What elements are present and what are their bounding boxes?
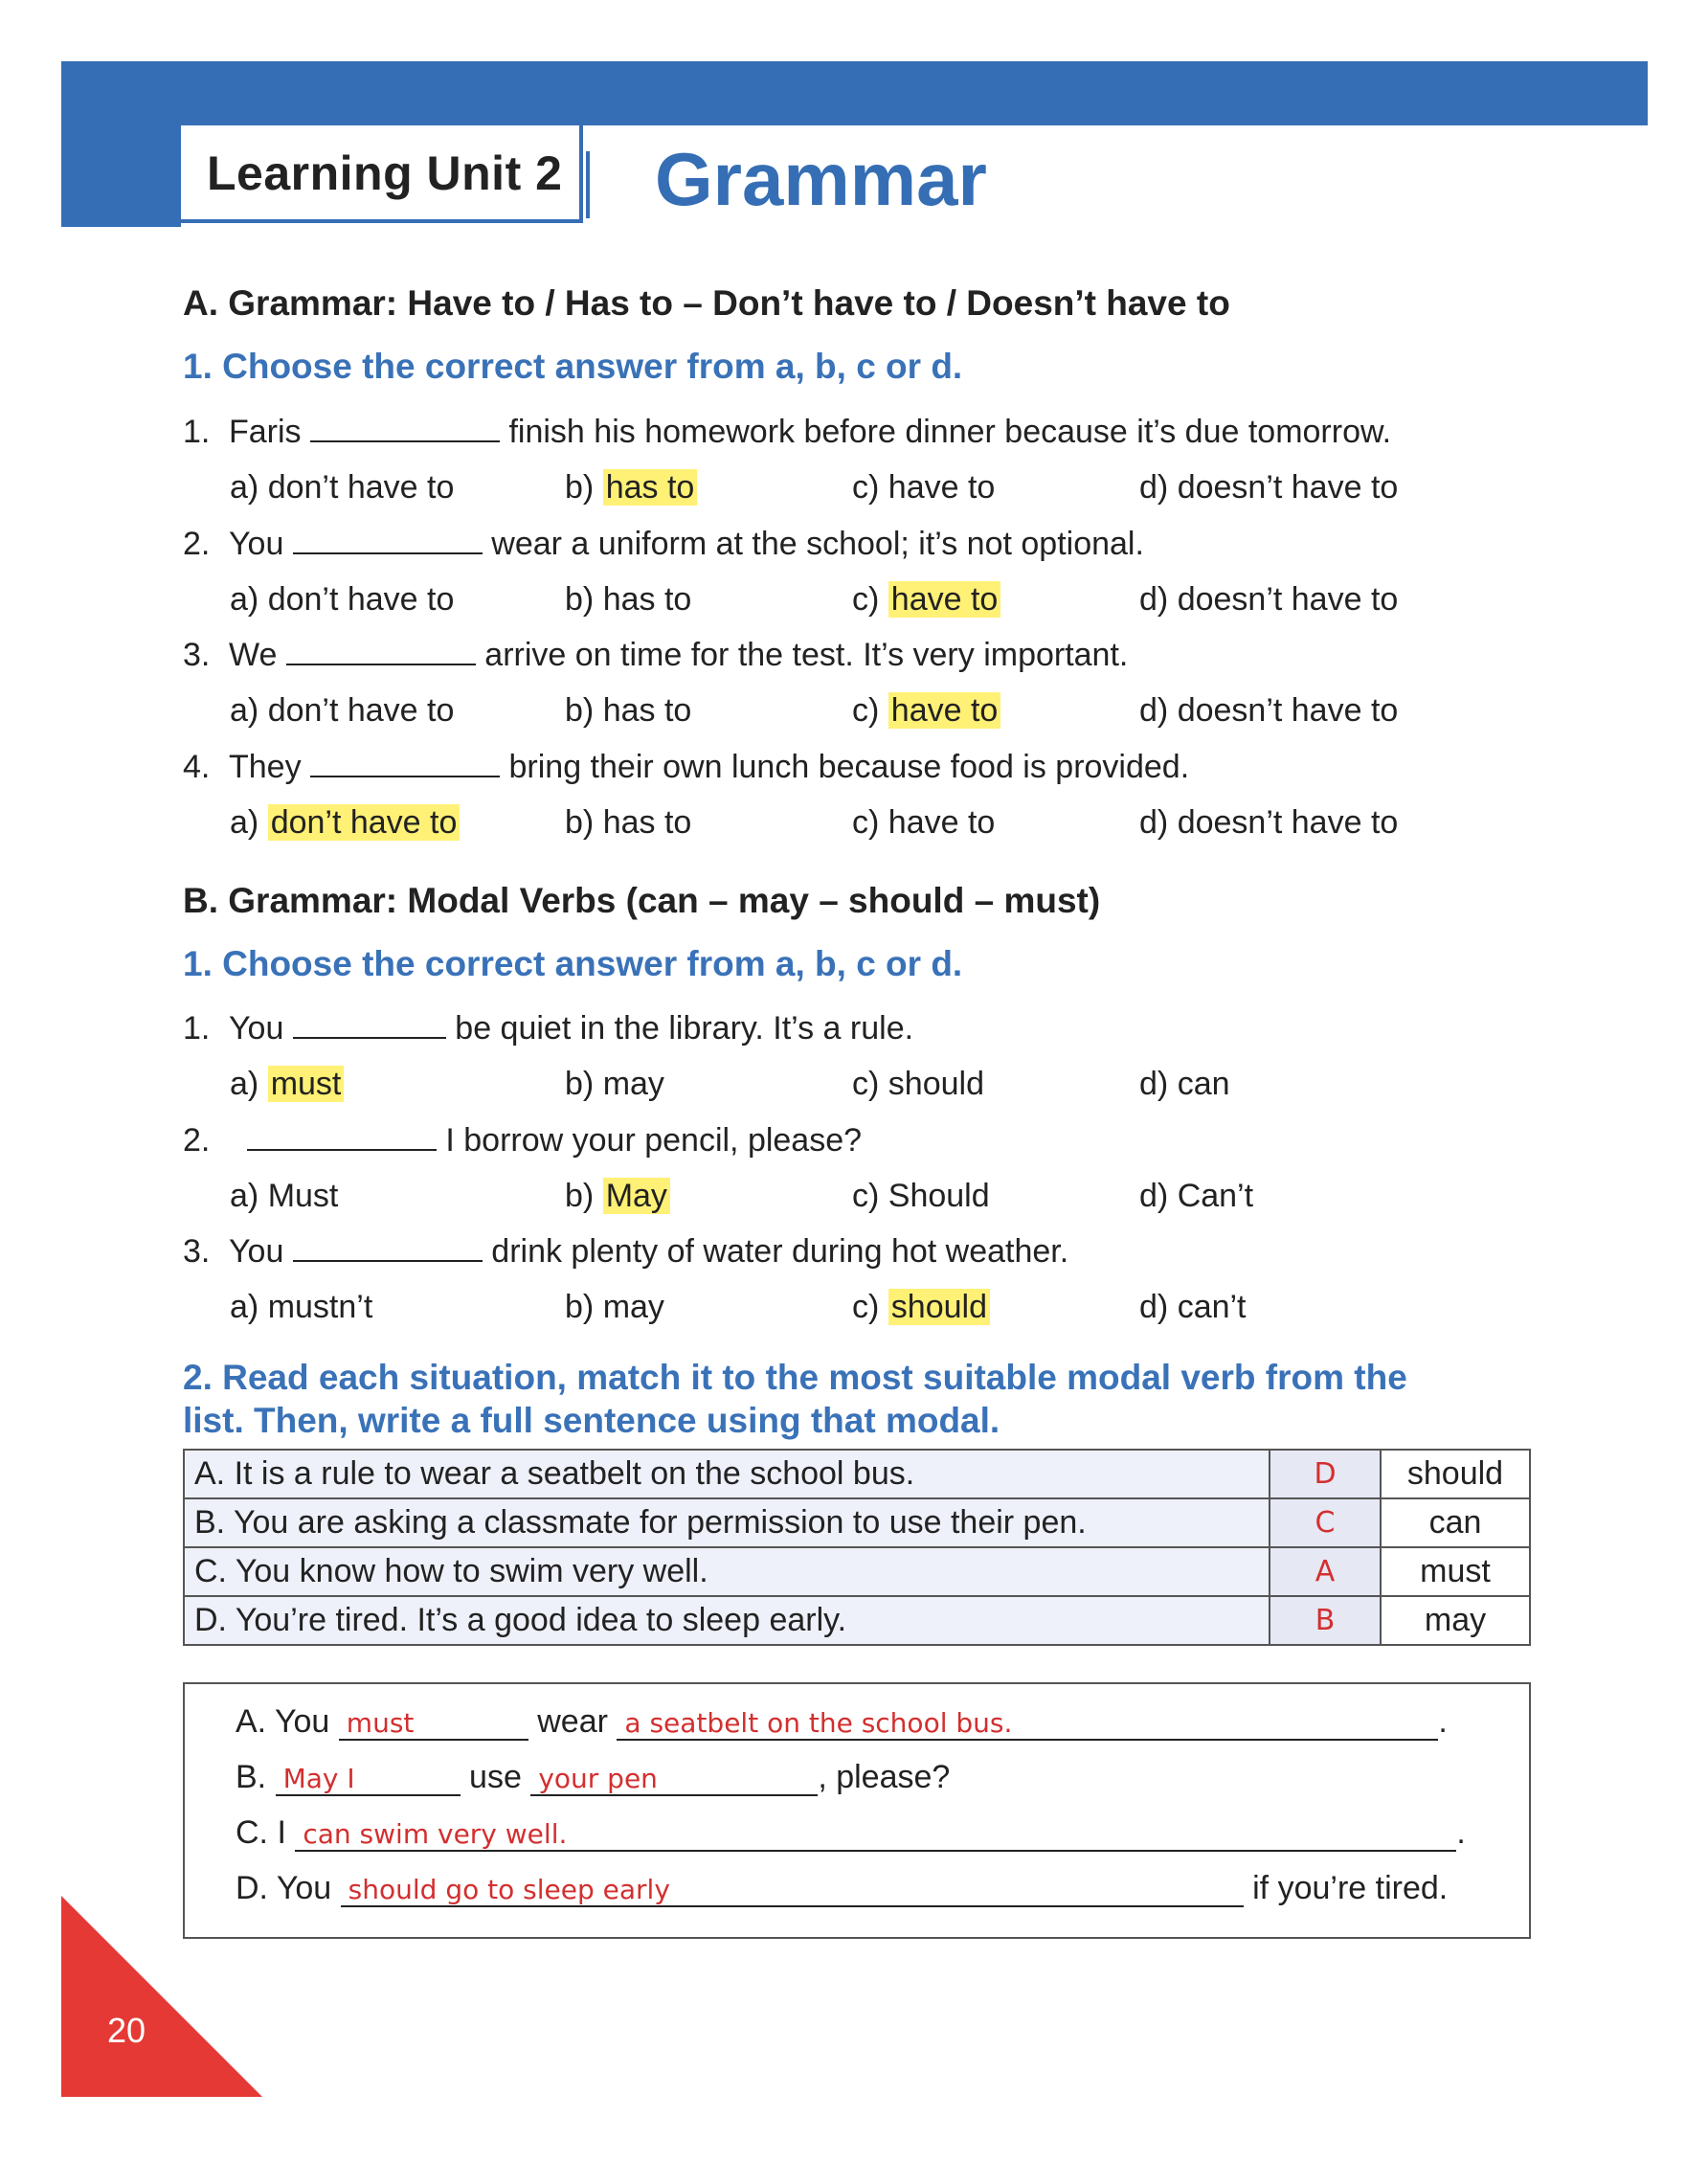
sentence-a-end: . — [1438, 1703, 1448, 1740]
option-a[interactable]: a) don’t have to — [230, 692, 455, 730]
option-c[interactable]: c) have to — [852, 581, 1000, 619]
situation-cell: A. It is a rule to wear a seatbelt on the school bus. — [184, 1450, 1270, 1498]
option-d[interactable]: d) can — [1139, 1066, 1230, 1102]
answer-blank[interactable] — [310, 749, 500, 777]
sentence-b-middle: use — [469, 1759, 522, 1795]
question-number: 3. — [183, 1233, 211, 1271]
question-text: finish his homework before dinner because it’s due tomorrow. — [508, 414, 1392, 450]
unit-label: Learning Unit 2 — [207, 146, 563, 200]
answer-key-cell: B — [1270, 1596, 1381, 1645]
question-number: 2. — [183, 1121, 211, 1159]
answer-blank[interactable] — [293, 526, 483, 554]
option-text: may — [602, 1289, 664, 1326]
question-number: 1. — [183, 1010, 211, 1047]
option-a[interactable]: a) don’t have to — [230, 469, 455, 506]
option-a[interactable]: a) mustn’t — [230, 1289, 373, 1326]
sentence-d — [236, 1870, 1448, 1907]
section-b-heading: B. Grammar: Modal Verbs (can – may – should – must) — [183, 881, 1101, 920]
option-text: Should — [888, 1177, 990, 1214]
option-text: mustn’t — [267, 1289, 373, 1326]
option-a[interactable]: a) must — [230, 1066, 344, 1103]
option-text: don’t have to — [267, 692, 455, 730]
option-text: doesn’t have to — [1177, 804, 1399, 842]
option-d[interactable]: d) doesn’t have to — [1139, 692, 1399, 730]
sentence-b-prefix: B. — [236, 1759, 267, 1795]
question-text: wear a uniform at the school; it’s not optional. — [491, 525, 1144, 562]
option-text: can’t — [1177, 1289, 1247, 1326]
section-b-instruction: 1. Choose the correct answer from a, b, c or d. — [183, 944, 963, 983]
option-c[interactable]: c) have to — [852, 804, 996, 842]
option-text: has to — [602, 804, 692, 842]
question-text: arrive on time for the test. It’s very important. — [484, 637, 1129, 674]
table-row — [184, 1596, 1530, 1645]
modal-cell: may — [1381, 1596, 1530, 1645]
option-d[interactable]: d) can’t — [1139, 1289, 1247, 1326]
sentence-c-prefix: C. I — [236, 1814, 286, 1851]
sentence-a-prefix: A. You — [236, 1703, 330, 1740]
option-text: May — [603, 1178, 670, 1214]
answer-blank[interactable] — [293, 1233, 483, 1262]
option-c[interactable]: c) should — [852, 1289, 990, 1326]
situation-cell: B. You are asking a classmate for permission to use their pen. — [184, 1498, 1270, 1547]
option-b[interactable]: b) has to — [565, 804, 692, 842]
question-2 — [183, 1122, 862, 1159]
page-number: 20 — [107, 2011, 146, 2050]
option-a[interactable]: a) Must — [230, 1177, 339, 1214]
question-text: I borrow your pencil, please? — [445, 1121, 863, 1159]
option-b[interactable]: b) May — [565, 1178, 670, 1215]
sentence-b-blank-2[interactable]: your pen — [530, 1763, 818, 1796]
option-text: has to — [603, 469, 698, 506]
question-3 — [183, 1233, 1068, 1271]
sentence-a-middle: wear — [537, 1703, 608, 1740]
option-d[interactable]: d) doesn’t have to — [1139, 804, 1399, 842]
matching-table — [183, 1449, 1531, 1646]
situation-cell: D. You’re tired. It’s a good idea to sleep early. — [184, 1596, 1270, 1645]
option-c[interactable]: c) Should — [852, 1177, 990, 1214]
option-text: has to — [602, 692, 692, 730]
option-b[interactable]: b) may — [565, 1066, 664, 1102]
option-text: don’t have to — [267, 580, 455, 618]
option-d[interactable]: d) doesn’t have to — [1139, 469, 1399, 506]
answer-blank[interactable] — [310, 414, 500, 442]
option-text: don’t have to — [268, 804, 461, 841]
sentence-a — [236, 1703, 1448, 1741]
modal-cell: can — [1381, 1498, 1530, 1547]
sentence-b-end: , please? — [818, 1759, 951, 1795]
answer-blank[interactable] — [293, 1010, 446, 1039]
table-row — [184, 1547, 1530, 1596]
situation-cell: C. You know how to swim very well. — [184, 1547, 1270, 1596]
option-text: have to — [888, 581, 1001, 618]
option-text: may — [602, 1066, 664, 1102]
sentence-b-blank-1[interactable]: May I — [276, 1763, 461, 1796]
question-subject: Faris — [229, 414, 302, 450]
option-d[interactable]: d) doesn’t have to — [1139, 580, 1399, 618]
header-bar — [61, 61, 1648, 125]
question-number: 1. — [183, 414, 211, 450]
answer-blank[interactable] — [286, 637, 476, 665]
question-number: 3. — [183, 637, 211, 674]
section-a-instruction: 1. Choose the correct answer from a, b, c or d. — [183, 347, 963, 386]
option-b[interactable]: b) has to — [565, 469, 697, 506]
page-corner-triangle — [61, 1896, 262, 2097]
question-text: bring their own lunch because food is provided. — [508, 749, 1190, 786]
sentence-c-blank[interactable]: can swim very well. — [295, 1818, 1456, 1852]
option-c[interactable]: c) should — [852, 1066, 984, 1102]
modal-cell: must — [1381, 1547, 1530, 1596]
question-1 — [183, 414, 1391, 451]
option-text: doesn’t have to — [1177, 692, 1399, 730]
option-a[interactable]: a) don’t have to — [230, 804, 460, 842]
answer-key-cell: D — [1270, 1450, 1381, 1498]
modal-cell: should — [1381, 1450, 1530, 1498]
option-text: doesn’t have to — [1177, 580, 1399, 618]
option-text: Can’t — [1177, 1177, 1254, 1214]
page-title: Grammar — [655, 137, 987, 221]
table-row — [184, 1450, 1530, 1498]
question-text: be quiet in the library. It’s a rule. — [455, 1010, 914, 1047]
option-text: has to — [602, 580, 692, 618]
option-b[interactable]: b) has to — [565, 580, 692, 618]
question-subject: They — [229, 749, 302, 786]
option-text: doesn’t have to — [1177, 469, 1399, 506]
question-subject: You — [229, 525, 284, 562]
section-a-heading: A. Grammar: Have to / Has to – Don’t have to / Doesn’t have to — [183, 283, 1230, 323]
option-b[interactable]: b) has to — [565, 692, 692, 730]
option-c[interactable]: c) have to — [852, 469, 996, 506]
option-text: can — [1177, 1066, 1230, 1102]
option-text: Must — [267, 1177, 339, 1214]
option-b[interactable]: b) may — [565, 1289, 664, 1326]
answer-key-cell: C — [1270, 1498, 1381, 1547]
section-b-instruction-2-line2: list. Then, write a full sentence using that modal. — [183, 1401, 1000, 1440]
sentence-c — [236, 1814, 1466, 1852]
question-number: 4. — [183, 749, 211, 786]
answer-blank[interactable] — [247, 1122, 437, 1151]
sentence-a-blank-2[interactable]: a seatbelt on the school bus. — [617, 1707, 1438, 1741]
header-side-bar — [61, 125, 181, 227]
option-d[interactable]: d) Can’t — [1139, 1177, 1254, 1214]
question-subject: You — [229, 1010, 284, 1047]
sentence-d-blank[interactable]: should go to sleep early — [341, 1874, 1244, 1907]
option-a[interactable]: a) don’t have to — [230, 580, 455, 618]
answer-key-cell: A — [1270, 1547, 1381, 1596]
question-text: drink plenty of water during hot weather. — [491, 1233, 1069, 1271]
question-2 — [183, 526, 1144, 563]
option-text: have to — [888, 469, 996, 506]
option-text: have to — [888, 692, 1001, 729]
table-row — [184, 1498, 1530, 1547]
sentence-d-prefix: D. You — [236, 1870, 332, 1906]
option-c[interactable]: c) have to — [852, 692, 1000, 730]
option-text: must — [268, 1066, 345, 1102]
header-divider — [586, 151, 590, 218]
sentence-a-blank-1[interactable]: must — [339, 1707, 528, 1741]
question-1 — [183, 1010, 913, 1047]
option-text: should — [888, 1066, 984, 1102]
question-3 — [183, 637, 1128, 674]
option-text: should — [888, 1289, 990, 1325]
section-b-instruction-2-line1: 2. Read each situation, match it to the most suitable modal verb from the — [183, 1358, 1407, 1397]
question-4 — [183, 749, 1189, 786]
option-text: have to — [888, 804, 996, 842]
question-subject: We — [229, 637, 278, 674]
question-subject: You — [229, 1233, 284, 1271]
sentence-c-end: . — [1456, 1814, 1466, 1851]
sentence-d-end: if you’re tired. — [1252, 1870, 1449, 1906]
option-text: don’t have to — [267, 469, 455, 506]
question-number: 2. — [183, 525, 211, 562]
sentence-b — [236, 1759, 950, 1796]
